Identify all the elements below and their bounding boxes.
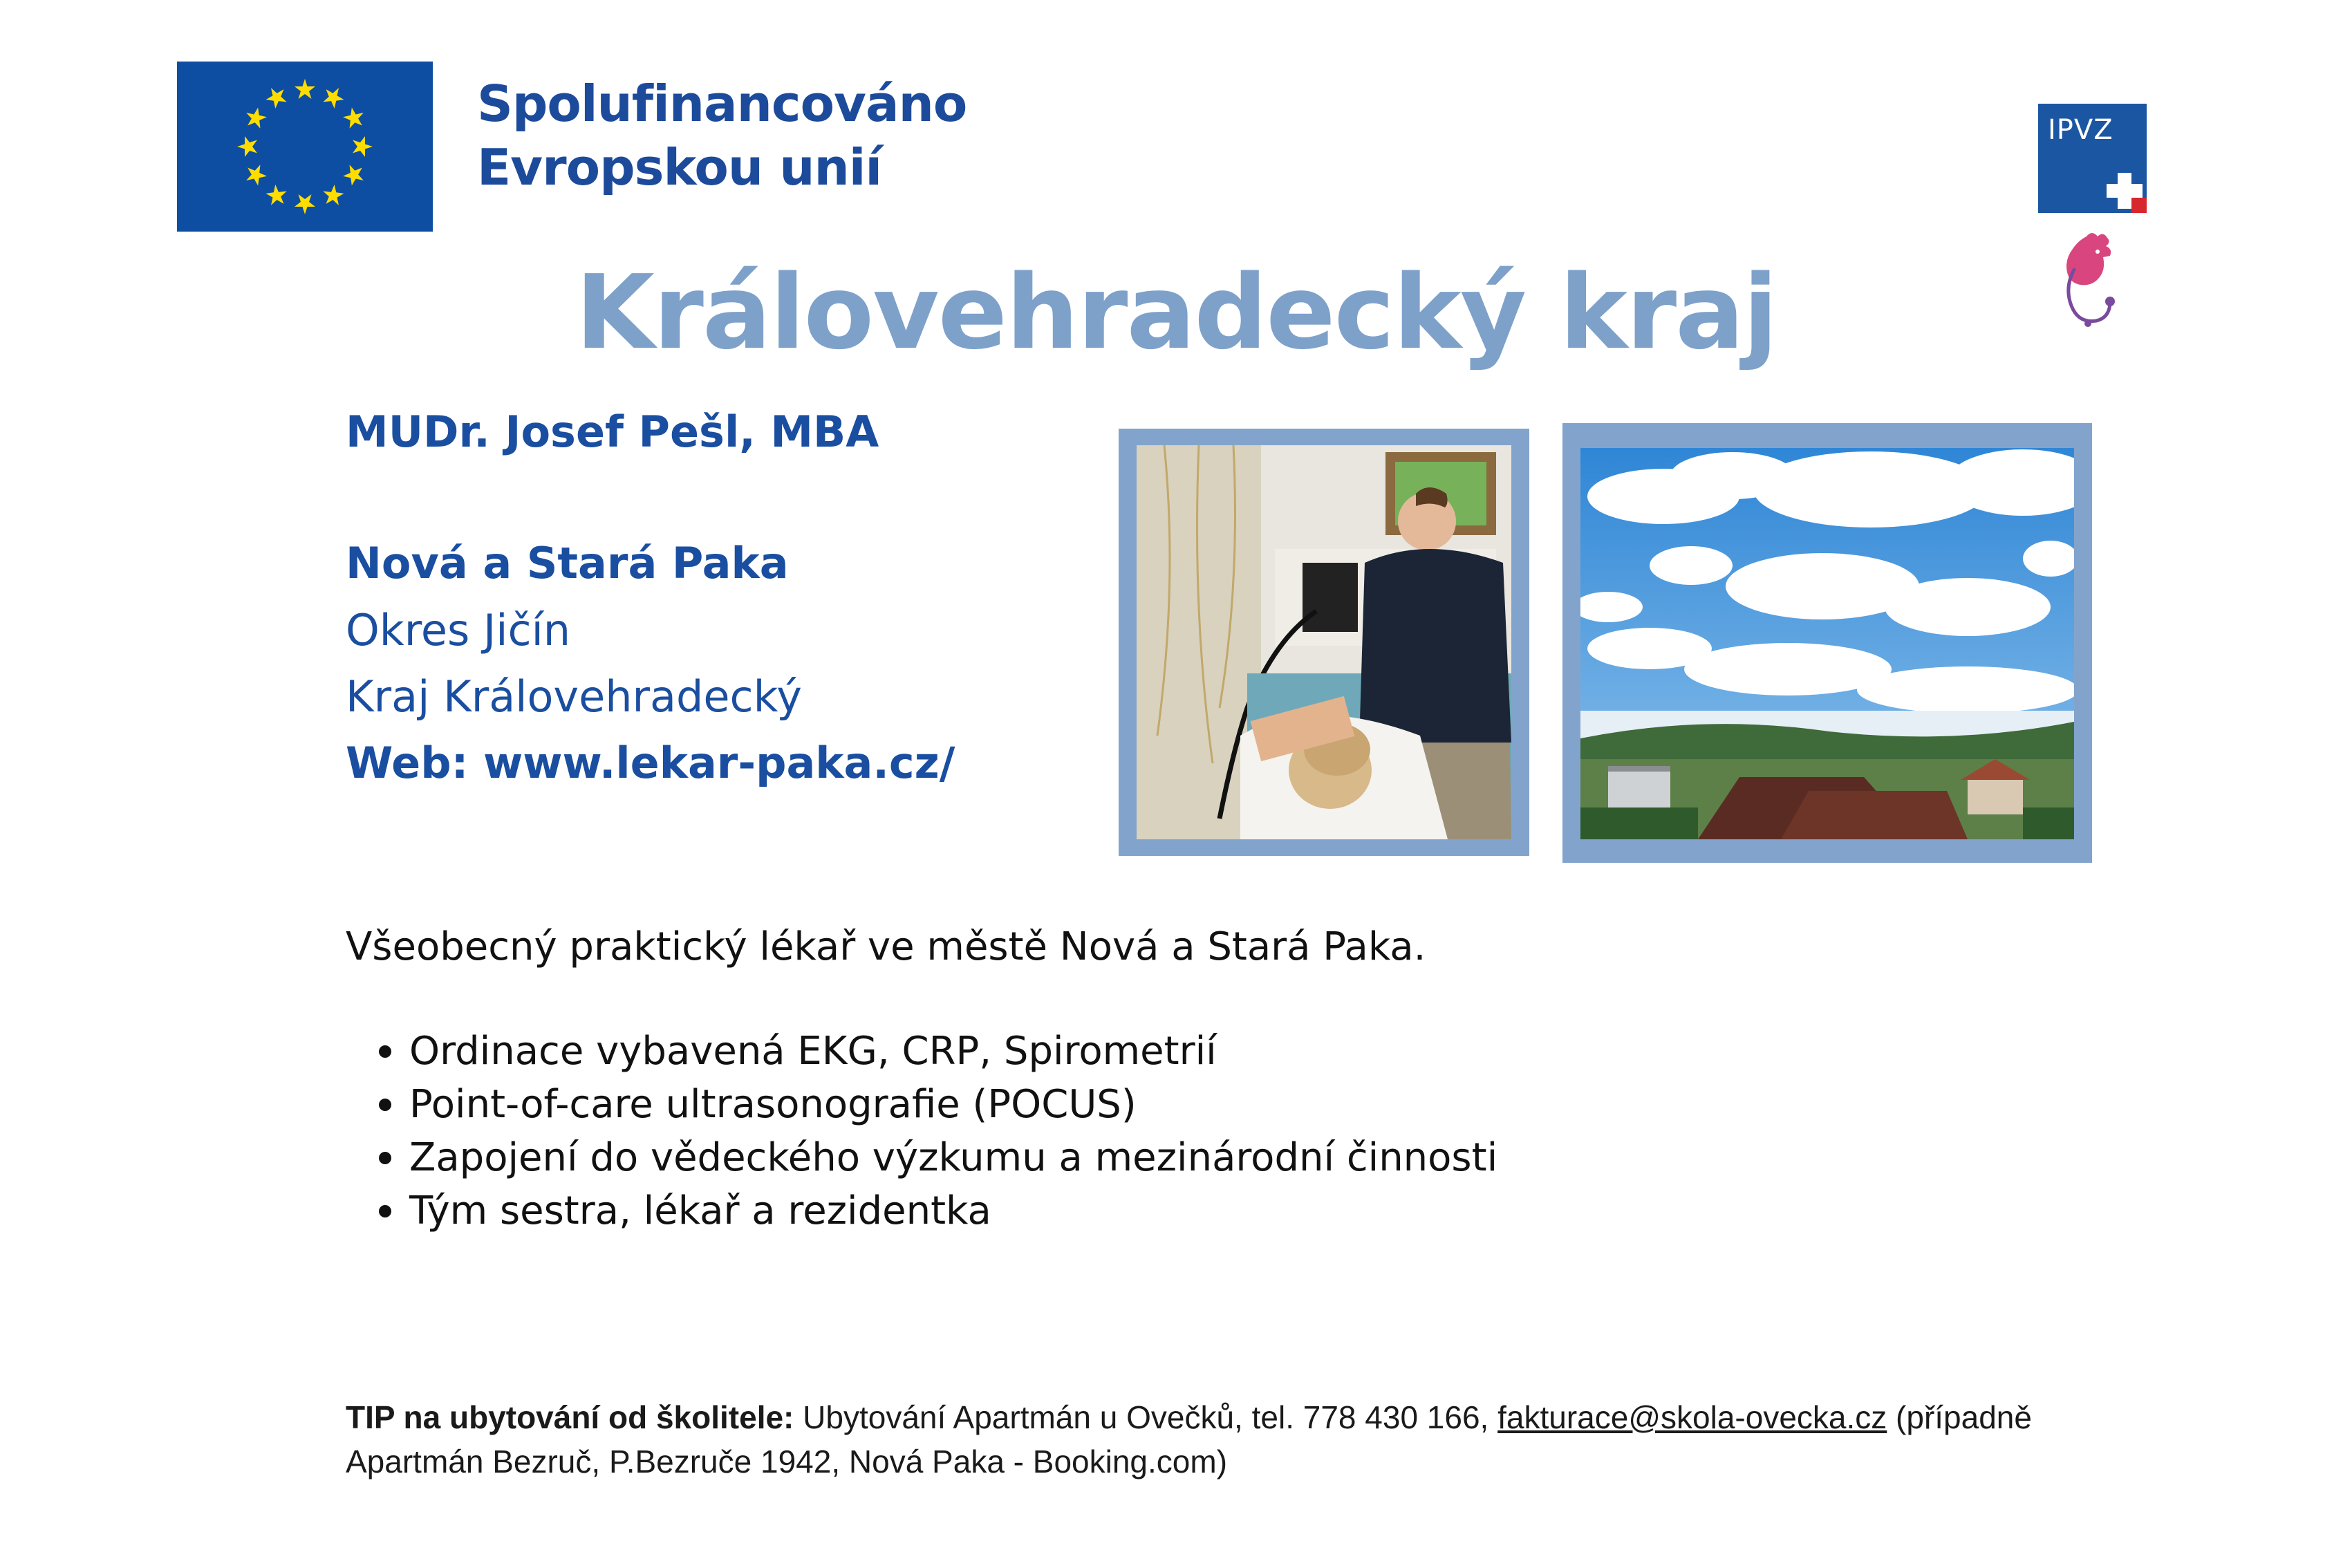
eu-star	[295, 79, 315, 99]
eu-star	[341, 162, 368, 189]
accommodation-tip	[346, 1395, 2116, 1484]
town-panorama-photo	[1562, 423, 2092, 863]
bullet-icon	[379, 1152, 391, 1164]
eu-star	[341, 104, 368, 131]
eu-star	[320, 83, 348, 111]
list-item	[346, 1184, 1497, 1238]
eu-star	[353, 136, 373, 157]
list-item	[346, 1025, 1497, 1078]
district-name: Okres Jičín	[346, 605, 571, 655]
tip-email-link[interactable]: fakturace@skola-ovecka.cz	[1497, 1399, 1887, 1435]
ipvz-logo	[2038, 104, 2147, 213]
eu-flag-logo	[177, 62, 433, 232]
tip-label: TIP na ubytování od školitele:	[346, 1399, 794, 1435]
tip-text-after: (případně Apartmán Bezruč, P.Bezruče 1942, Nová Paka - Booking.com)	[346, 1399, 2032, 1480]
eu-star	[241, 104, 269, 131]
bullet-icon	[379, 1205, 391, 1217]
list-item	[346, 1078, 1497, 1131]
eu-star	[320, 183, 348, 210]
eu-star	[262, 183, 290, 210]
eu-star	[241, 162, 269, 189]
practice-description: Všeobecný praktický lékař ve městě Nová a Stará Paka.	[346, 924, 1426, 969]
website-link[interactable]: Web: www.lekar-paka.cz/	[346, 738, 955, 788]
feature-text: Zapojení do vědeckého výzkumu a mezinárodní činnosti	[409, 1135, 1498, 1180]
bullet-icon	[379, 1045, 391, 1058]
eu-star	[237, 136, 257, 157]
eu-label-line1: Spolufinancováno	[477, 75, 967, 133]
town-landscape-image	[1580, 448, 2074, 839]
eu-star	[295, 194, 315, 214]
feature-list	[346, 1025, 1497, 1238]
doctor-ultrasound-photo	[1119, 429, 1529, 856]
medical-cross-icon	[2102, 169, 2147, 213]
feature-text: Ordinace vybavená EKG, CRP, Spirometrií	[409, 1029, 1217, 1074]
eu-star	[262, 83, 290, 111]
eu-cofinancing-label	[477, 72, 967, 199]
region-name: Kraj Královehradecký	[346, 671, 802, 722]
ipvz-label: IPVZ	[2048, 114, 2113, 146]
feature-text: Tým sestra, lékař a rezidentka	[409, 1188, 991, 1233]
eu-label-line2: Evropskou unií	[477, 138, 882, 196]
list-item	[346, 1131, 1497, 1184]
region-title: Královehradecký kraj	[575, 253, 1777, 372]
doctor-name: MUDr. Josef Pešl, MBA	[346, 407, 879, 457]
tip-text-before: Ubytování Apartmán u Ovečků, tel. 778 430 166,	[794, 1399, 1498, 1435]
ultrasound-scene-image	[1137, 445, 1511, 839]
bullet-icon	[379, 1099, 391, 1111]
place-name: Nová a Stará Paka	[346, 538, 789, 588]
feature-text: Point-of-care ultrasonografie (POCUS)	[409, 1082, 1137, 1127]
eu-stars-icon	[177, 62, 433, 232]
